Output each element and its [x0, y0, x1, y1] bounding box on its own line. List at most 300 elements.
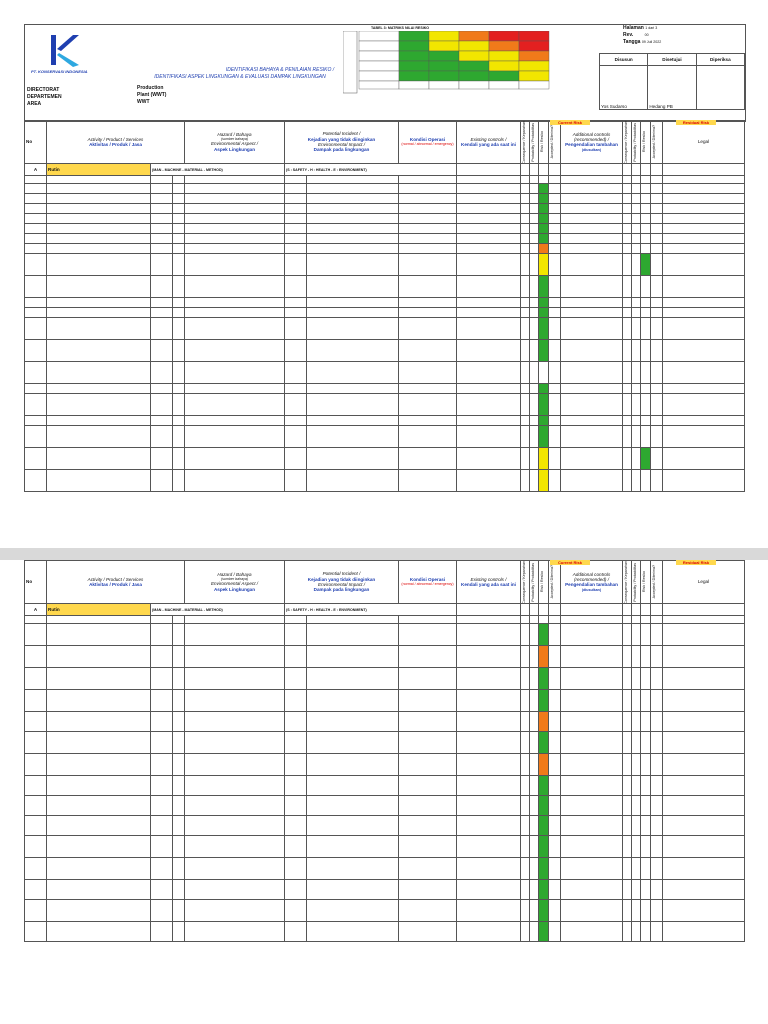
col-current-1	[530, 560, 539, 604]
accepted-value	[549, 776, 561, 796]
empty-cell	[530, 164, 539, 176]
step-number	[173, 776, 185, 796]
category-4m	[151, 448, 173, 470]
she-type	[285, 224, 307, 234]
task-description	[185, 384, 285, 394]
task-description	[185, 318, 285, 340]
residual-risk-header: Residual Risk	[676, 560, 716, 565]
residual-consequence	[623, 204, 632, 214]
row-number	[25, 384, 47, 394]
residual-risk	[641, 470, 651, 492]
tanggal-label: Tangga	[623, 39, 641, 45]
legal-reference	[663, 816, 745, 836]
accepted-value	[549, 308, 561, 318]
additional-control	[561, 668, 623, 690]
existing-control	[457, 754, 521, 776]
activity-name	[47, 732, 151, 754]
table-row	[25, 796, 745, 816]
row-number	[25, 318, 47, 340]
she-type	[285, 690, 307, 712]
activity-name	[47, 298, 151, 308]
activity-name	[47, 244, 151, 254]
category-4m	[151, 668, 173, 690]
table-row	[25, 880, 745, 900]
existing-control	[457, 732, 521, 754]
page-gap	[0, 548, 768, 560]
step-number	[173, 754, 185, 776]
condition	[399, 362, 457, 384]
she-type	[285, 204, 307, 214]
additional-control	[561, 254, 623, 276]
residual-accepted	[651, 448, 663, 470]
additional-control	[561, 448, 623, 470]
col-additional: Additional controls (recommended) / Pengendalian tambahan (diusulkan)	[561, 120, 623, 164]
she-type	[285, 276, 307, 298]
risk-value	[539, 922, 549, 942]
residual-accepted	[651, 394, 663, 416]
probability-value	[530, 298, 539, 308]
incident-description	[307, 276, 399, 298]
col-current-3	[549, 560, 561, 604]
task-description	[185, 224, 285, 234]
legal-reference	[663, 668, 745, 690]
risk-value	[539, 298, 549, 308]
table-row	[25, 416, 745, 426]
activity-name	[47, 796, 151, 816]
residual-probability	[632, 194, 641, 204]
category-4m	[151, 624, 173, 646]
directorat-label: DIRECTORAT	[27, 87, 60, 93]
existing-control	[457, 384, 521, 394]
condition	[399, 276, 457, 298]
accepted-value	[549, 922, 561, 942]
condition	[399, 690, 457, 712]
activity-name	[47, 254, 151, 276]
row-number	[25, 922, 47, 942]
accepted-value	[549, 204, 561, 214]
activity-name	[47, 394, 151, 416]
existing-control	[457, 712, 521, 732]
residual-risk	[641, 448, 651, 470]
probability-value	[530, 254, 539, 276]
risk-value	[539, 204, 549, 214]
accepted-value	[549, 668, 561, 690]
row-number	[25, 254, 47, 276]
step-number	[173, 922, 185, 942]
residual-probability	[632, 362, 641, 384]
col-activity: Activity / Product / Services Aktivitas / Produk / Jasa	[47, 560, 185, 604]
empty-cell	[457, 176, 521, 184]
condition	[399, 470, 457, 492]
incident-description	[307, 732, 399, 754]
col-existing: Existing controls / Kendali yang ada saat ini	[457, 120, 521, 164]
empty-cell	[539, 616, 549, 624]
consequence-value	[521, 298, 530, 308]
additional-control	[561, 426, 623, 448]
empty-cell	[623, 796, 632, 816]
condition	[399, 858, 457, 880]
risk-value	[539, 276, 549, 298]
legal-reference	[663, 448, 745, 470]
legal-reference	[663, 194, 745, 204]
col-residual-2	[641, 120, 651, 164]
accepted-value	[549, 880, 561, 900]
incident-description	[307, 858, 399, 880]
step-number	[173, 224, 185, 234]
accepted-value	[549, 624, 561, 646]
empty-cell	[632, 604, 641, 616]
empty-cell	[173, 176, 185, 184]
probability-value	[530, 796, 539, 816]
col-current-2	[539, 560, 549, 604]
activity-name	[47, 318, 151, 340]
additional-control	[561, 244, 623, 254]
condition	[399, 880, 457, 900]
probability-value	[530, 394, 539, 416]
residual-risk	[641, 340, 651, 362]
category-4m	[151, 732, 173, 754]
legal-reference	[663, 776, 745, 796]
step-number	[173, 214, 185, 224]
task-description	[185, 276, 285, 298]
incident-description	[307, 384, 399, 394]
consequence-value	[521, 754, 530, 776]
residual-accepted	[651, 470, 663, 492]
condition	[399, 922, 457, 942]
residual-consequence	[623, 214, 632, 224]
row-number	[25, 224, 47, 234]
task-description	[185, 194, 285, 204]
empty-cell	[549, 164, 561, 176]
residual-risk	[641, 416, 651, 426]
category-4m	[151, 796, 173, 816]
task-description	[185, 646, 285, 668]
residual-accepted	[651, 308, 663, 318]
accepted-value	[549, 470, 561, 492]
incident-description	[307, 308, 399, 318]
residual-consequence	[623, 298, 632, 308]
category-4m	[151, 234, 173, 244]
col-current-3	[549, 120, 561, 164]
existing-control	[457, 318, 521, 340]
consequence-value	[521, 712, 530, 732]
category-4m	[151, 836, 173, 858]
col-hazard: Hazard / Bahaya (sumber bahaya) Environmental Aspect / Aspek Lingkungan	[185, 560, 285, 604]
row-number	[25, 754, 47, 776]
incident-description	[307, 776, 399, 796]
activity-name	[47, 416, 151, 426]
table-body	[25, 164, 745, 492]
residual-accepted	[651, 426, 663, 448]
empty-cell	[651, 754, 663, 776]
accepted-value	[549, 244, 561, 254]
row-number	[25, 416, 47, 426]
empty-cell	[651, 858, 663, 880]
incident-description	[307, 690, 399, 712]
residual-probability	[632, 298, 641, 308]
risk-value	[539, 214, 549, 224]
additional-control	[561, 234, 623, 244]
section-she: (S : SAFETY - H : HEALTH - E : ENVIRONMENT)	[285, 164, 457, 176]
table-row	[25, 214, 745, 224]
empty-cell	[651, 604, 663, 616]
section-name: Rutin	[47, 604, 151, 616]
legal-reference	[663, 624, 745, 646]
probability-value	[530, 646, 539, 668]
incident-description	[307, 362, 399, 384]
residual-probability	[632, 214, 641, 224]
she-type	[285, 858, 307, 880]
empty-cell	[641, 712, 651, 732]
consequence-value	[521, 276, 530, 298]
row-number	[25, 836, 47, 858]
condition	[399, 754, 457, 776]
empty-cell	[632, 754, 641, 776]
she-type	[285, 340, 307, 362]
meta-labels	[27, 87, 62, 107]
she-type	[285, 426, 307, 448]
additional-control	[561, 214, 623, 224]
consequence-value	[521, 234, 530, 244]
empty-cell	[632, 776, 641, 796]
additional-control	[561, 754, 623, 776]
activity-name	[47, 214, 151, 224]
existing-control	[457, 340, 521, 362]
tanggal-value: 09 Juli 2022	[641, 40, 662, 44]
risk-value	[539, 308, 549, 318]
disetujui-label: Disetujui	[648, 54, 696, 66]
accepted-value	[549, 690, 561, 712]
additional-control	[561, 836, 623, 858]
task-description	[185, 362, 285, 384]
table-row	[25, 194, 745, 204]
step-number	[173, 858, 185, 880]
probability-value	[530, 470, 539, 492]
she-type	[285, 184, 307, 194]
risk-matrix-grid	[343, 31, 563, 97]
activity-name	[47, 836, 151, 858]
step-number	[173, 470, 185, 492]
empty-cell	[623, 858, 632, 880]
empty-cell	[549, 176, 561, 184]
departemen-label: DEPARTEMEN	[27, 93, 62, 100]
category-4m	[151, 426, 173, 448]
col-hazard: Hazard / Bahaya (sumber bahaya) Environmental Aspect / Aspek Lingkungan	[185, 120, 285, 164]
accepted-value	[549, 362, 561, 384]
empty-cell	[651, 796, 663, 816]
empty-cell	[623, 604, 632, 616]
incident-description	[307, 234, 399, 244]
step-number	[173, 194, 185, 204]
empty-cell	[651, 880, 663, 900]
empty-cell	[641, 616, 651, 624]
risk-table-page-1	[24, 120, 745, 492]
existing-control	[457, 308, 521, 318]
category-4m	[151, 184, 173, 194]
empty-cell	[663, 604, 745, 616]
empty-cell	[539, 176, 549, 184]
table-row	[25, 836, 745, 858]
empty-cell	[651, 624, 663, 646]
additional-control	[561, 712, 623, 732]
category-4m	[151, 276, 173, 298]
table-row	[25, 204, 745, 214]
empty-cell	[151, 176, 173, 184]
condition	[399, 900, 457, 922]
empty-cell	[632, 858, 641, 880]
task-description	[185, 234, 285, 244]
empty-cell	[641, 732, 651, 754]
empty-cell	[623, 668, 632, 690]
activity-name	[47, 194, 151, 204]
empty-cell	[663, 616, 745, 624]
rev-value: 00	[644, 33, 649, 37]
probability-value	[530, 308, 539, 318]
existing-control	[457, 234, 521, 244]
risk-value	[539, 234, 549, 244]
task-description	[185, 776, 285, 796]
empty-cell	[641, 176, 651, 184]
row-number	[25, 796, 47, 816]
incident-description	[307, 194, 399, 204]
activity-name	[47, 426, 151, 448]
row-number	[25, 646, 47, 668]
task-description	[185, 712, 285, 732]
empty-cell	[530, 604, 539, 616]
task-description	[185, 880, 285, 900]
probability-value	[530, 624, 539, 646]
she-type	[285, 234, 307, 244]
empty-cell	[530, 616, 539, 624]
accepted-value	[549, 234, 561, 244]
row-number	[25, 362, 47, 384]
step-number	[173, 426, 185, 448]
empty-cell	[307, 176, 399, 184]
section-she: (S : SAFETY - H : HEALTH - E : ENVIRONMENT)	[285, 604, 457, 616]
residual-consequence	[623, 416, 632, 426]
consequence-value	[521, 224, 530, 234]
empty-cell	[457, 604, 521, 616]
empty-cell	[632, 646, 641, 668]
empty-cell	[641, 880, 651, 900]
additional-control	[561, 816, 623, 836]
task-description	[185, 836, 285, 858]
empty-cell	[632, 668, 641, 690]
risk-value	[539, 880, 549, 900]
col-no: No	[25, 120, 47, 164]
residual-probability	[632, 426, 641, 448]
row-number	[25, 244, 47, 254]
current-risk-col-label: Accepted / Diterima?	[550, 125, 554, 159]
col-current-0	[521, 120, 530, 164]
activity-name	[47, 384, 151, 394]
legal-reference	[663, 732, 745, 754]
disetujui-sign: Hedang PB	[648, 66, 696, 110]
category-4m	[151, 690, 173, 712]
empty-cell	[539, 164, 549, 176]
incident-description	[307, 836, 399, 858]
residual-probability	[632, 276, 641, 298]
additional-control	[561, 204, 623, 214]
she-type	[285, 394, 307, 416]
task-description	[185, 244, 285, 254]
category-4m	[151, 880, 173, 900]
probability-value	[530, 384, 539, 394]
task-description	[185, 796, 285, 816]
accepted-value	[549, 394, 561, 416]
residual-probability	[632, 318, 641, 340]
legal-reference	[663, 690, 745, 712]
empty-cell	[641, 646, 651, 668]
section-name: Rutin	[47, 164, 151, 176]
current-risk-header: Current Risk	[550, 120, 590, 125]
step-number	[173, 384, 185, 394]
residual-probability	[632, 234, 641, 244]
activity-name	[47, 858, 151, 880]
step-number	[173, 244, 185, 254]
accepted-value	[549, 426, 561, 448]
row-number	[25, 858, 47, 880]
risk-value	[539, 732, 549, 754]
condition	[399, 318, 457, 340]
existing-control	[457, 880, 521, 900]
table-head	[25, 120, 745, 164]
risk-value	[539, 194, 549, 204]
consequence-value	[521, 880, 530, 900]
empty-cell	[623, 624, 632, 646]
condition	[399, 254, 457, 276]
residual-risk-col-label: Risk / Resiko	[642, 571, 646, 593]
consequence-value	[521, 308, 530, 318]
residual-accepted	[651, 362, 663, 384]
incident-description	[307, 426, 399, 448]
activity-name	[47, 624, 151, 646]
consequence-value	[521, 836, 530, 858]
diperiksa-sign	[696, 66, 744, 110]
additional-control	[561, 858, 623, 880]
empty-cell	[521, 604, 530, 616]
step-number	[173, 732, 185, 754]
she-type	[285, 816, 307, 836]
additional-control	[561, 796, 623, 816]
risk-value	[539, 690, 549, 712]
incident-description	[307, 184, 399, 194]
task-description	[185, 816, 285, 836]
current-risk-col-label: Probability / Probabilitas	[531, 562, 535, 602]
table-row	[25, 318, 745, 340]
she-type	[285, 646, 307, 668]
empty-cell	[651, 176, 663, 184]
table-row	[25, 254, 745, 276]
residual-accepted	[651, 194, 663, 204]
accepted-value	[549, 184, 561, 194]
empty-cell	[47, 176, 151, 184]
risk-value	[539, 816, 549, 836]
category-4m	[151, 416, 173, 426]
col-current-0	[521, 560, 530, 604]
consequence-value	[521, 194, 530, 204]
residual-risk	[641, 276, 651, 298]
row-number	[25, 732, 47, 754]
empty-cell	[641, 604, 651, 616]
empty-cell	[632, 900, 641, 922]
she-type	[285, 308, 307, 318]
task-description	[185, 690, 285, 712]
residual-consequence	[623, 244, 632, 254]
table-row	[25, 184, 745, 194]
category-4m	[151, 204, 173, 214]
empty-cell	[25, 176, 47, 184]
